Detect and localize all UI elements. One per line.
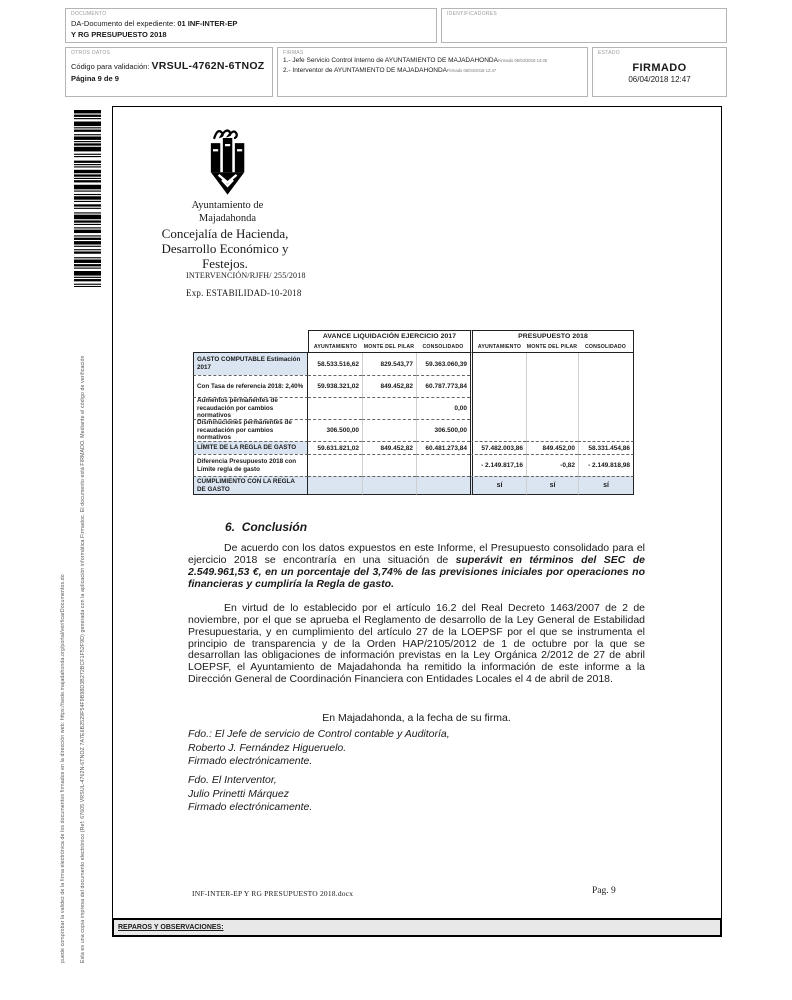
signature-block-1 [188, 728, 450, 769]
documento-prefix: DA-Documento del expediente: [71, 19, 178, 28]
section-heading [225, 520, 307, 534]
conclusion-paragraph-2: En virtud de lo establecido por el artículo 16.2 del Real Decreto 1463/2007 de 2 de noviembre, por el que se aprueba el Reglamento de desarrollo de la Ley General de Estabilidad Presupuestaria, y en cumplimiento del artículo 27 de la LOEPSF por el que se instrumenta el principio de transparencia y de la Orden HAP/2105/2012 de 1 de octubre por la que se desarrollan las obligaciones de información previstas en la Ley Orgánica 2/2012 de 27 de abril LOEPSF, el Ayuntamiento de Majadahonda ha remitido la información de este informe a la Dirección General de Coordinación Financiera con Entidades Locales el 4 de abril de 2018. [188, 602, 645, 686]
identificadores-label: IDENTIFICADORES [447, 11, 498, 17]
verification-text-line-1: Esta es una copia impresa del documento electrónico (Ref: 67605 VRSUL-4762N-6TNOZ 7A7E6B2529F54F9B98D3B272BCF1F52F9D) generada con la aplicación informática Firmadoc. El documento está FIRMADO. Mediante el código de verificación [80, 355, 86, 963]
table-cell: sí [470, 476, 526, 495]
table-cell: 849.452,00 [526, 441, 578, 454]
table-cell: 58.533.516,62 [308, 353, 362, 375]
table-cell [470, 353, 526, 375]
signature-1-role: Fdo.: El Jefe de servicio de Control contable y Auditoría, [188, 728, 450, 740]
header-documento-cell [65, 8, 437, 43]
header-identificadores-cell [441, 8, 727, 43]
department-line1: Concejalía de Hacienda, [161, 226, 289, 241]
table-cell [578, 419, 634, 441]
validation-code-value: VRSUL-4762N-6TNOZ [151, 60, 265, 72]
status-datetime: 06/04/2018 12:47 [628, 75, 691, 84]
signature-2-note: Firmado electrónicamente. [188, 801, 313, 814]
estado-label: ESTADO [598, 50, 620, 56]
table-cell [470, 397, 526, 419]
table-cell: 849.452,82 [362, 375, 416, 397]
table-cell [526, 375, 578, 397]
footer-filename: INF-INTER-EP Y RG PRESUPUESTO 2018.docx [192, 889, 354, 898]
department-name [145, 226, 305, 271]
firma-line-2 [283, 66, 582, 76]
table-cell [362, 419, 416, 441]
table-cell: 829.543,77 [362, 353, 416, 375]
table-cell: sí [526, 476, 578, 495]
signature-1-note: Firmado electrónicamente. [188, 755, 313, 768]
conclusion-paragraph-1 [188, 543, 645, 590]
firma-line-1 [283, 56, 582, 66]
expediente-reference: Exp. ESTABILIDAD-10-2018 [186, 288, 302, 298]
paragraph-1-normal: De acuerdo con los datos expuestos en este Informe, el Presupuesto consolidado para el ejercicio 2018 se encontraría en una situación de [188, 542, 645, 566]
header-firmas-cell [277, 47, 588, 97]
signature-1-name: Roberto J. Fernández Higueruelo. [188, 741, 347, 754]
signature-2-role: Fdo. El Interventor, [188, 774, 277, 786]
section-number: 6. [225, 520, 236, 534]
documento-ref-2: Y RG PRESUPUESTO 2018 [71, 29, 167, 39]
section-title: Conclusión [241, 520, 308, 534]
table-cell: 59.631.821,02 [308, 441, 362, 454]
table-cell [308, 476, 362, 495]
table-cell: 0,00 [416, 397, 470, 419]
table-cell: 306.500,00 [416, 419, 470, 441]
table-corner [193, 342, 308, 353]
reparos-box [112, 918, 722, 937]
table-group-header-2018: PRESUPUESTO 2018 [470, 330, 634, 342]
closing-line: En Majadahonda, a la fecha de su firma. [322, 712, 511, 724]
coat-of-arms-logo [202, 126, 254, 198]
table-cell: - 2.149.818,98 [578, 454, 634, 476]
budget-table [193, 330, 634, 495]
table-corner [193, 330, 308, 342]
table-row-label: LÍMITE DE LA REGLA DE GASTO [193, 441, 308, 454]
table-cell [416, 454, 470, 476]
table-cell [416, 476, 470, 495]
firma-1-text: 1.- Jefe Servicio Control Interno de AYUNTAMIENTO DE MAJADAHONDA [283, 57, 498, 64]
table-cell: 60.481.273,84 [416, 441, 470, 454]
table-cell [578, 353, 634, 375]
table-cell: sí [578, 476, 634, 495]
otros-datos-label: OTROS DATOS [71, 50, 111, 56]
table-cell: 306.500,00 [308, 419, 362, 441]
table-row-label: Aumentos permanentes de recaudación por cambios normativos [193, 397, 308, 419]
header-otros-datos-cell [65, 47, 273, 97]
table-cell: 59.363.060,39 [416, 353, 470, 375]
firma-2-text: 2.- Interventor de AYUNTAMIENTO DE MAJADAHONDA [283, 66, 447, 74]
table-col-header: AYUNTAMIENTO [308, 342, 362, 353]
table-group-header-2017: AVANCE LIQUIDACIÓN EJERCICIO 2017 [308, 330, 470, 342]
table-cell [578, 375, 634, 397]
verification-text-line-2: puede comprobar la validez de la firma electrónica de los documentos firmados en la dirección web: https://sede.majadahonda.org/portal/verificarDocumentos.do [60, 574, 66, 963]
intervencion-reference: INTERVENCIÓN/RJFH/ 255/2018 [186, 271, 306, 280]
reparos-label: REPAROS Y OBSERVACIONES: [118, 924, 224, 931]
table-col-header: AYUNTAMIENTO [470, 342, 526, 353]
table-cell [526, 419, 578, 441]
table-cell [526, 397, 578, 419]
organization-name-line1: Ayuntamiento de [191, 200, 264, 211]
documento-value [71, 19, 431, 41]
table-row-label: Diferencia Presupuesto 2018 con Límite regla de gasto [193, 454, 308, 476]
table-cell [526, 353, 578, 375]
paragraph-1-bold: superávit en términos del SEC de 2.549.961,53 €, en un porcentaje del 3,74% de las previsiones iniciales por operaciones no financieras y cumpliría la Regla de gasto. [188, 553, 645, 590]
table-row-label: Disminuciones permanentes de recaudación por cambios normativos [193, 419, 308, 441]
page-indicator: Página 9 de 9 [71, 74, 119, 83]
validation-code-label: Código para validación: [71, 62, 152, 71]
table-cell [362, 454, 416, 476]
table-cell: 58.331.454,86 [578, 441, 634, 454]
organization-name [150, 200, 305, 225]
barcode [74, 110, 101, 287]
table-cell [308, 397, 362, 419]
department-line3: Festejos. [202, 256, 248, 272]
department-line2: Desarrollo Económico y [161, 241, 289, 257]
table-cell [308, 454, 362, 476]
table-cell [362, 476, 416, 495]
table-cell: 59.938.321,02 [308, 375, 362, 397]
table-col-header: MONTE DEL PILAR [526, 342, 578, 353]
table-row-label: Con Tasa de referencia 2018: 2,40% [193, 375, 308, 397]
table-cell: -0,82 [526, 454, 578, 476]
table-row-label: CUMPLIMIENTO CON LA REGLA DE GASTO [193, 476, 308, 495]
signature-2-name: Julio Prinetti Márquez [188, 787, 289, 800]
organization-name-line2: Majadahonda [198, 212, 257, 224]
signature-block-2 [188, 774, 312, 815]
validation-code-line [71, 60, 267, 72]
table-col-header: CONSOLIDADO [578, 342, 634, 353]
header-estado-cell [592, 47, 727, 97]
table-col-header: CONSOLIDADO [416, 342, 470, 353]
documento-ref-1: 01 INF-INTER-EP [177, 19, 238, 28]
documento-label: DOCUMENTO [71, 11, 107, 17]
firma-1-stamp: Firmado 05/04/2018 14:35 [497, 58, 548, 63]
table-cell [470, 419, 526, 441]
table-cell: 849.452,82 [362, 441, 416, 454]
firmas-label: FIRMAS [283, 50, 304, 56]
table-cell [362, 397, 416, 419]
table-col-header: MONTE DEL PILAR [362, 342, 416, 353]
table-row-label: GASTO COMPUTABLE Estimación 2017 [193, 353, 308, 375]
firma-2-stamp: Firmado 06/04/2018 12:47 [447, 67, 497, 73]
table-cell: 60.787.773,84 [416, 375, 470, 397]
table-cell: 57.482.003,86 [470, 441, 526, 454]
table-cell [578, 397, 634, 419]
table-cell [470, 375, 526, 397]
footer-page-number: Pag. 9 [592, 886, 616, 896]
status-badge: FIRMADO [632, 62, 687, 74]
table-cell: - 2.149.817,16 [470, 454, 526, 476]
